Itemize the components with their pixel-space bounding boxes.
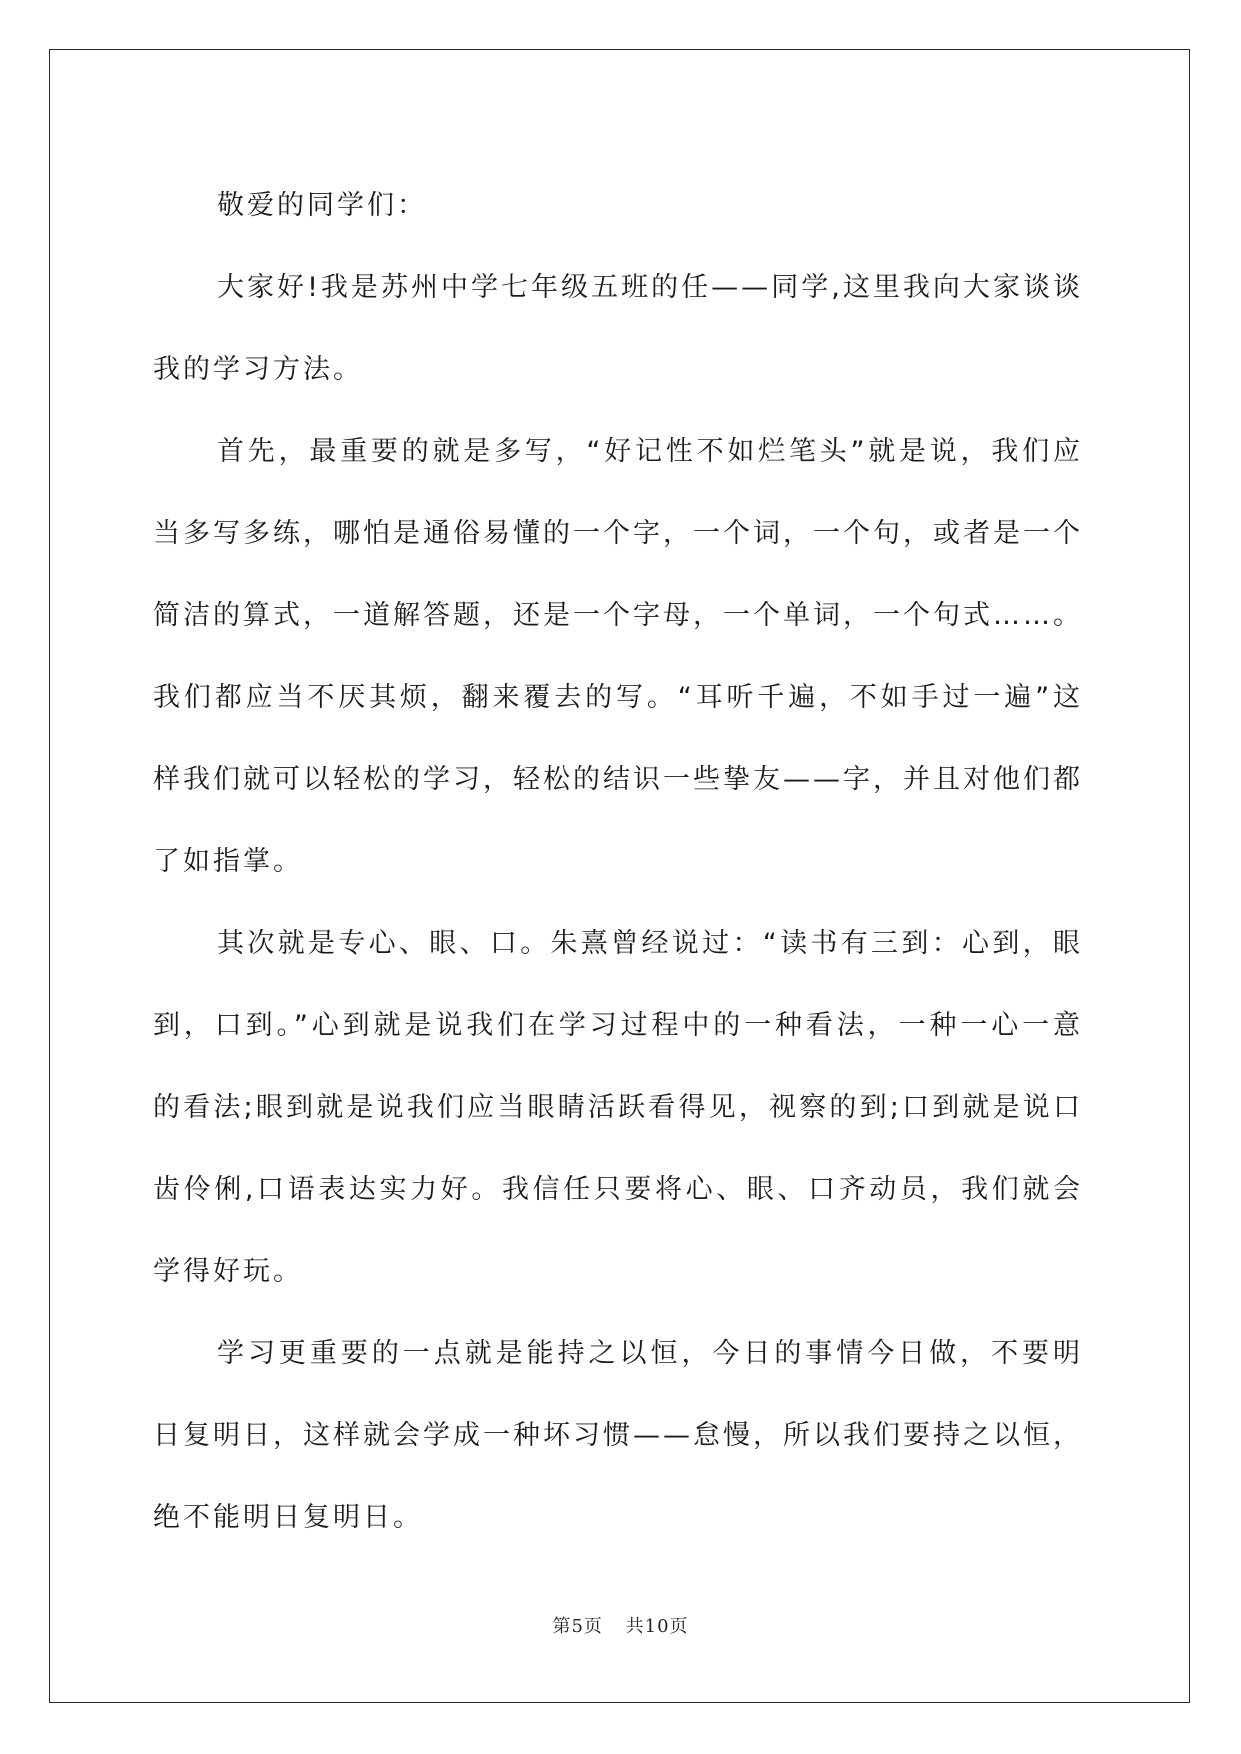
page-number-total: 共10页 — [625, 1616, 689, 1637]
page-number-current: 第5页 — [552, 1616, 603, 1637]
writing-paragraph: 首先，最重要的就是多写，“好记性不如烂笔头”就是说，我们应当多写多练，哪怕是通俗易懂的一个字，一个词，一个句，或者是一个简洁的算式，一道解答题，还是一个字母，一个单词，一个句式……。我们都应当不厌其烦，翻来覆去的写。“耳听千遍，不如手过一遍”这样我们就可以轻松的学习，轻松的结识一些挚友——字，并且对他们都了如指掌。 — [153, 436, 1083, 877]
intro-paragraph: 大家好!我是苏州中学七年级五班的任——同学,这里我向大家谈谈我的学习方法。 — [153, 272, 1083, 385]
persistence-paragraph: 学习更重要的一点就是能持之以恒，今日的事情今日做，不要明日复明日，这样就会学成一种坏习惯——怠慢，所以我们要持之以恒，绝不能明日复明日。 — [153, 1338, 1083, 1533]
page-footer — [0, 1612, 1241, 1638]
document-body — [153, 165, 1083, 1559]
focus-paragraph: 其次就是专心、眼、口。朱熹曾经说过：“读书有三到：心到，眼到，口到。”心到就是说我们在学习过程中的一种看法，一种一心一意的看法;眼到就是说我们应当眼睛活跃看得见，视察的到;口到就是说口齿伶俐,口语表达实力好。我信任只要将心、眼、口齐动员，我们就会学得好玩。 — [153, 928, 1083, 1287]
salutation-paragraph: 敬爱的同学们： — [217, 190, 427, 221]
